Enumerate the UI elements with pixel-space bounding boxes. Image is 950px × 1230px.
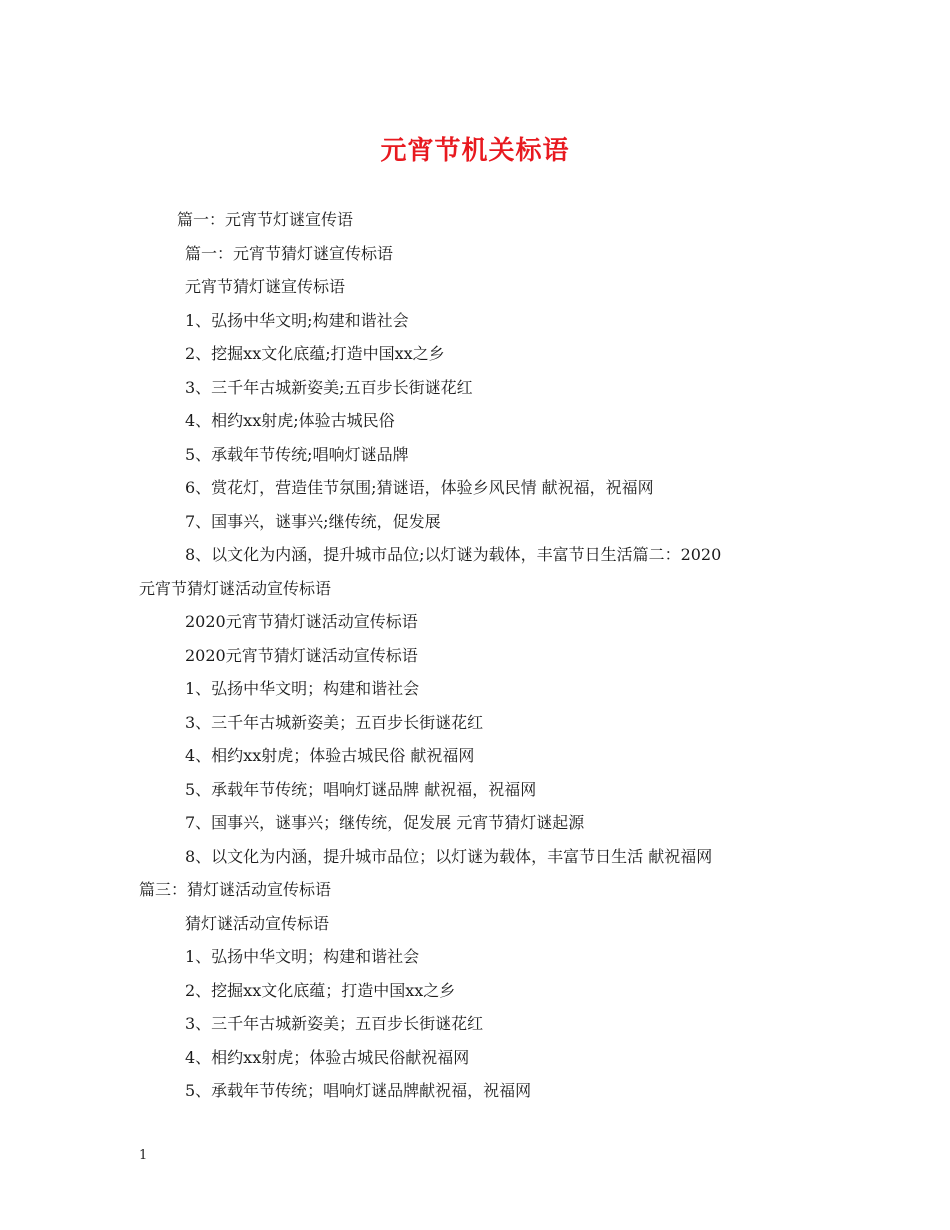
paragraph-line: 2、挖掘xx文化底蕴；打造中国xx之乡 [185, 980, 456, 1000]
paragraph-line: 4、相约xx射虎;体验古城民俗 [185, 411, 395, 430]
paragraph-line: 猜灯谜活动宣传标语 [185, 913, 330, 933]
paragraph-line: 6、赏花灯，营造佳节氛围;猜谜语，体验乡风民情 献祝福，祝福网 [185, 478, 654, 497]
paragraph-line: 1、弘扬中华文明;构建和谐社会 [185, 310, 409, 330]
paragraph-line: 3、三千年古城新姿美；五百步长街谜花红 [185, 712, 484, 732]
paragraph-line: 1、弘扬中华文明；构建和谐社会 [185, 947, 420, 966]
paragraph-line: 5、承载年节传统;唱响灯谜品牌 [185, 444, 409, 464]
paragraph-line: 3、三千年古城新姿美；五百步长街谜花红 [185, 1014, 484, 1033]
page-number: 1 [139, 1148, 148, 1163]
paragraph-line: 2020元宵节猜灯谜活动宣传标语 [185, 612, 418, 631]
paragraph-line: 7、国事兴，谜事兴；继传统，促发展 元宵节猜灯谜起源 [185, 813, 585, 832]
paragraph-line: 3、三千年古城新姿美;五百步长街谜花红 [185, 377, 473, 397]
paragraph-line: 元宵节猜灯谜宣传标语 [185, 277, 346, 296]
paragraph-line: 8、以文化为内涵，提升城市品位；以灯谜为载体，丰富节日生活 献祝福网 [185, 846, 713, 866]
paragraph-line: 1、弘扬中华文明；构建和谐社会 [185, 679, 420, 698]
paragraph-line: 4、相约xx射虎；体验古城民俗献祝福网 [185, 1047, 470, 1067]
paragraph-line: 8、以文化为内涵，提升城市品位;以灯谜为载体，丰富节日生活篇二：2020 [185, 545, 722, 564]
paragraph-line: 7、国事兴，谜事兴;继传统，促发展 [185, 511, 441, 531]
paragraph-line: 5、承载年节传统；唱响灯谜品牌 献祝福，祝福网 [185, 779, 537, 799]
paragraph-line: 5、承载年节传统；唱响灯谜品牌献祝福，祝福网 [185, 1081, 532, 1100]
section-heading: 篇三：猜灯谜活动宣传标语 [139, 880, 332, 899]
document-body [139, 203, 819, 1108]
paragraph-line: 2020元宵节猜灯谜活动宣传标语 [185, 645, 418, 665]
paragraph-line: 元宵节猜灯谜活动宣传标语 [139, 578, 332, 598]
document-title: 元宵节机关标语 [380, 136, 570, 166]
paragraph-line: 4、相约xx射虎；体验古城民俗 献祝福网 [185, 746, 475, 765]
paragraph-line: 篇一：元宵节猜灯谜宣传标语 [185, 243, 394, 263]
paragraph-line: 2、挖掘xx文化底蕴;打造中国xx之乡 [185, 344, 445, 363]
paragraph-line: 篇一：元宵节灯谜宣传语 [177, 210, 354, 229]
